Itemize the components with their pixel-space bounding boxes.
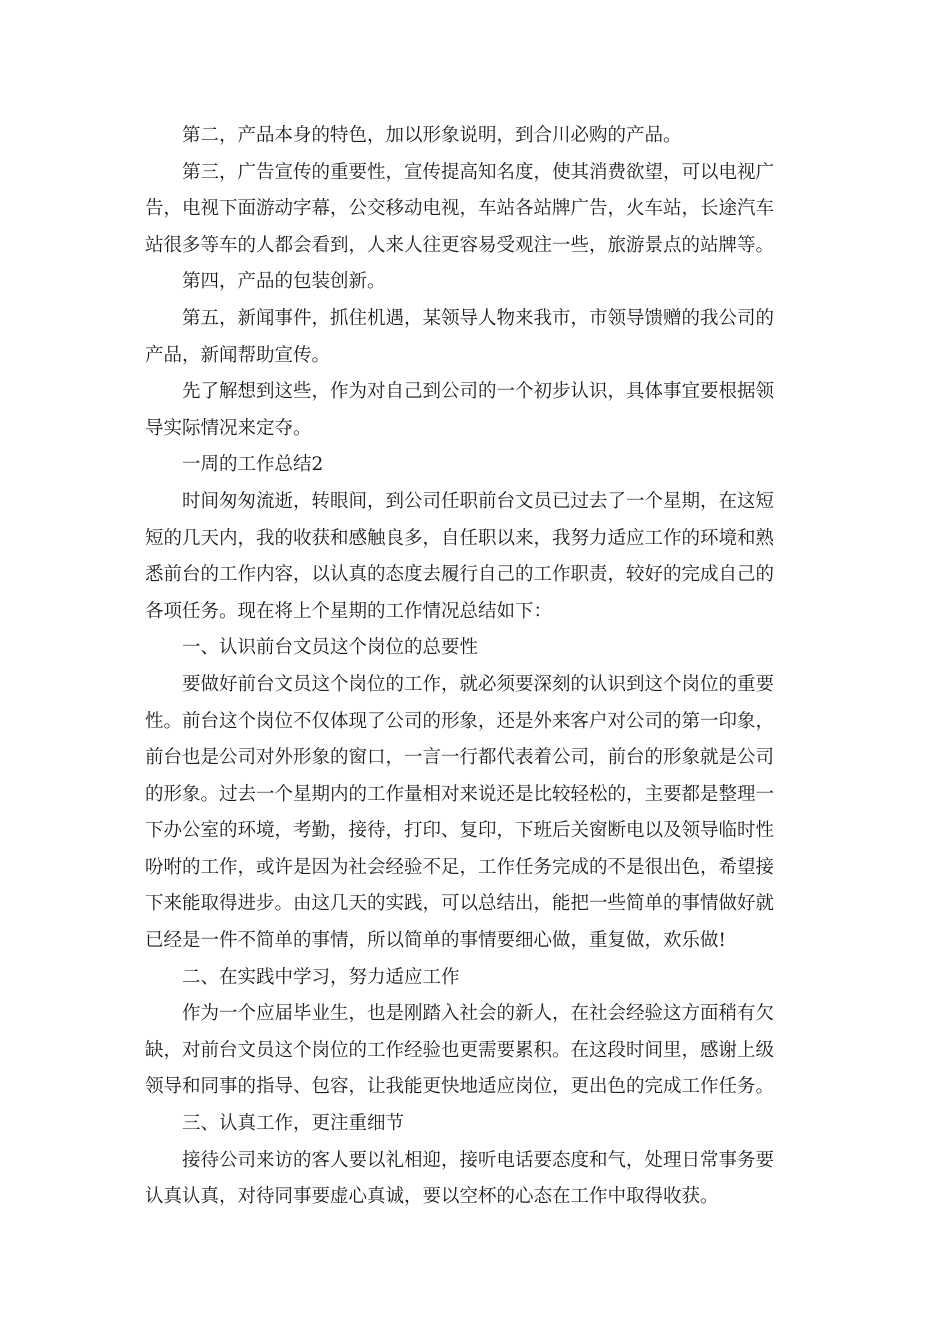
text-line: 第五，新闻事件，抓住机遇，某领导人物来我市，市领导馈赠的我公司的 [182,307,775,329]
text-line: 已经是一件不简单的事情，所以简单的事情要细心做，重复做，欢乐做! [145,930,726,952]
text-line: 作为一个应届毕业生，也是刚踏入社会的新人，在社会经验这方面稍有欠 [182,1003,775,1025]
text-line: 下来能取得进步。由这几天的实践，可以总结出，能把一些简单的事情做好就 [145,893,775,915]
paragraph [145,155,805,265]
paragraph [145,1143,805,1216]
paragraph [145,484,805,630]
paragraph [145,1106,805,1143]
text-line: 站很多等车的人都会看到，人来人往更容易受观注一些，旅游景点的站牌等。 [145,234,775,256]
text-line: 接待公司来访的客人要以礼相迎，接听电话要态度和气，处理日常事务要 [182,1149,775,1171]
text-line: 时间匆匆流逝，转眼间，到公司任职前台文员已过去了一个星期，在这短 [182,490,775,512]
paragraph [145,667,805,960]
text-line: 一、认识前台文员这个岗位的总要性 [182,637,479,659]
text-line: 产品，新闻帮助宣传。 [145,344,331,366]
paragraph [145,447,805,484]
text-line: 领导和同事的指导、包容，让我能更快地适应岗位，更出色的完成工作任务。 [145,1076,775,1098]
text-line: 第四，产品的包装创新。 [182,271,386,293]
text-line: 悉前台的工作内容，以认真的态度去履行自己的工作职责，较好的完成自己的 [145,564,775,586]
text-line: 第三，广告宣传的重要性，宣传提高知名度，使其消费欲望，可以电视广 [182,161,775,183]
text-line: 短的几天内，我的收获和感触良多，自任职以来，我努力适应工作的环境和熟 [145,527,775,549]
text-line: 一周的工作总结2 [182,454,324,476]
text-line: 要做好前台文员这个岗位的工作，就必须要深刻的认识到这个岗位的重要 [182,673,775,695]
paragraph [145,374,805,447]
paragraph [145,960,805,997]
text-line: 二、在实践中学习，努力适应工作 [182,966,460,988]
text-line: 三、认真工作，更注重细节 [182,1113,405,1135]
text-line: 缺，对前台文员这个岗位的工作经验也更需要累积。在这段时间里，感谢上级 [145,1039,775,1061]
text-line: 认真认真，对待同事要虚心真诚，要以空杯的心态在工作中取得收获。 [145,1186,719,1208]
text-line: 下办公室的环境，考勤，接待，打印、复印，下班后关窗断电以及领导临时性 [145,820,775,842]
text-line: 先了解想到这些，作为对自己到公司的一个初步认识，具体事宜要根据领 [182,381,775,403]
paragraph [145,301,805,374]
text-line: 前台也是公司对外形象的窗口，一言一行都代表着公司，前台的形象就是公司 [145,747,775,769]
text-line: 吩咐的工作，或许是因为社会经验不足，工作任务完成的不是很出色，希望接 [145,856,775,878]
text-line: 性。前台这个岗位不仅体现了公司的形象，还是外来客户对公司的第一印象， [145,710,775,732]
text-line: 的形象。过去一个星期内的工作量相对来说还是比较轻松的，主要都是整理一 [145,783,775,805]
paragraph [145,996,805,1106]
text-line: 第二，产品本身的特色，加以形象说明，到合川必购的产品。 [182,125,682,146]
text-line: 告，电视下面游动字幕，公交移动电视，车站各站牌广告，火车站，长途汽车 [145,198,775,220]
document-body [145,118,805,1216]
text-line: 各项任务。现在将上个星期的工作情况总结如下： [145,600,553,622]
paragraph [145,264,805,301]
text-line: 导实际情况来定夺。 [145,417,312,439]
paragraph [145,630,805,667]
paragraph [145,118,805,155]
